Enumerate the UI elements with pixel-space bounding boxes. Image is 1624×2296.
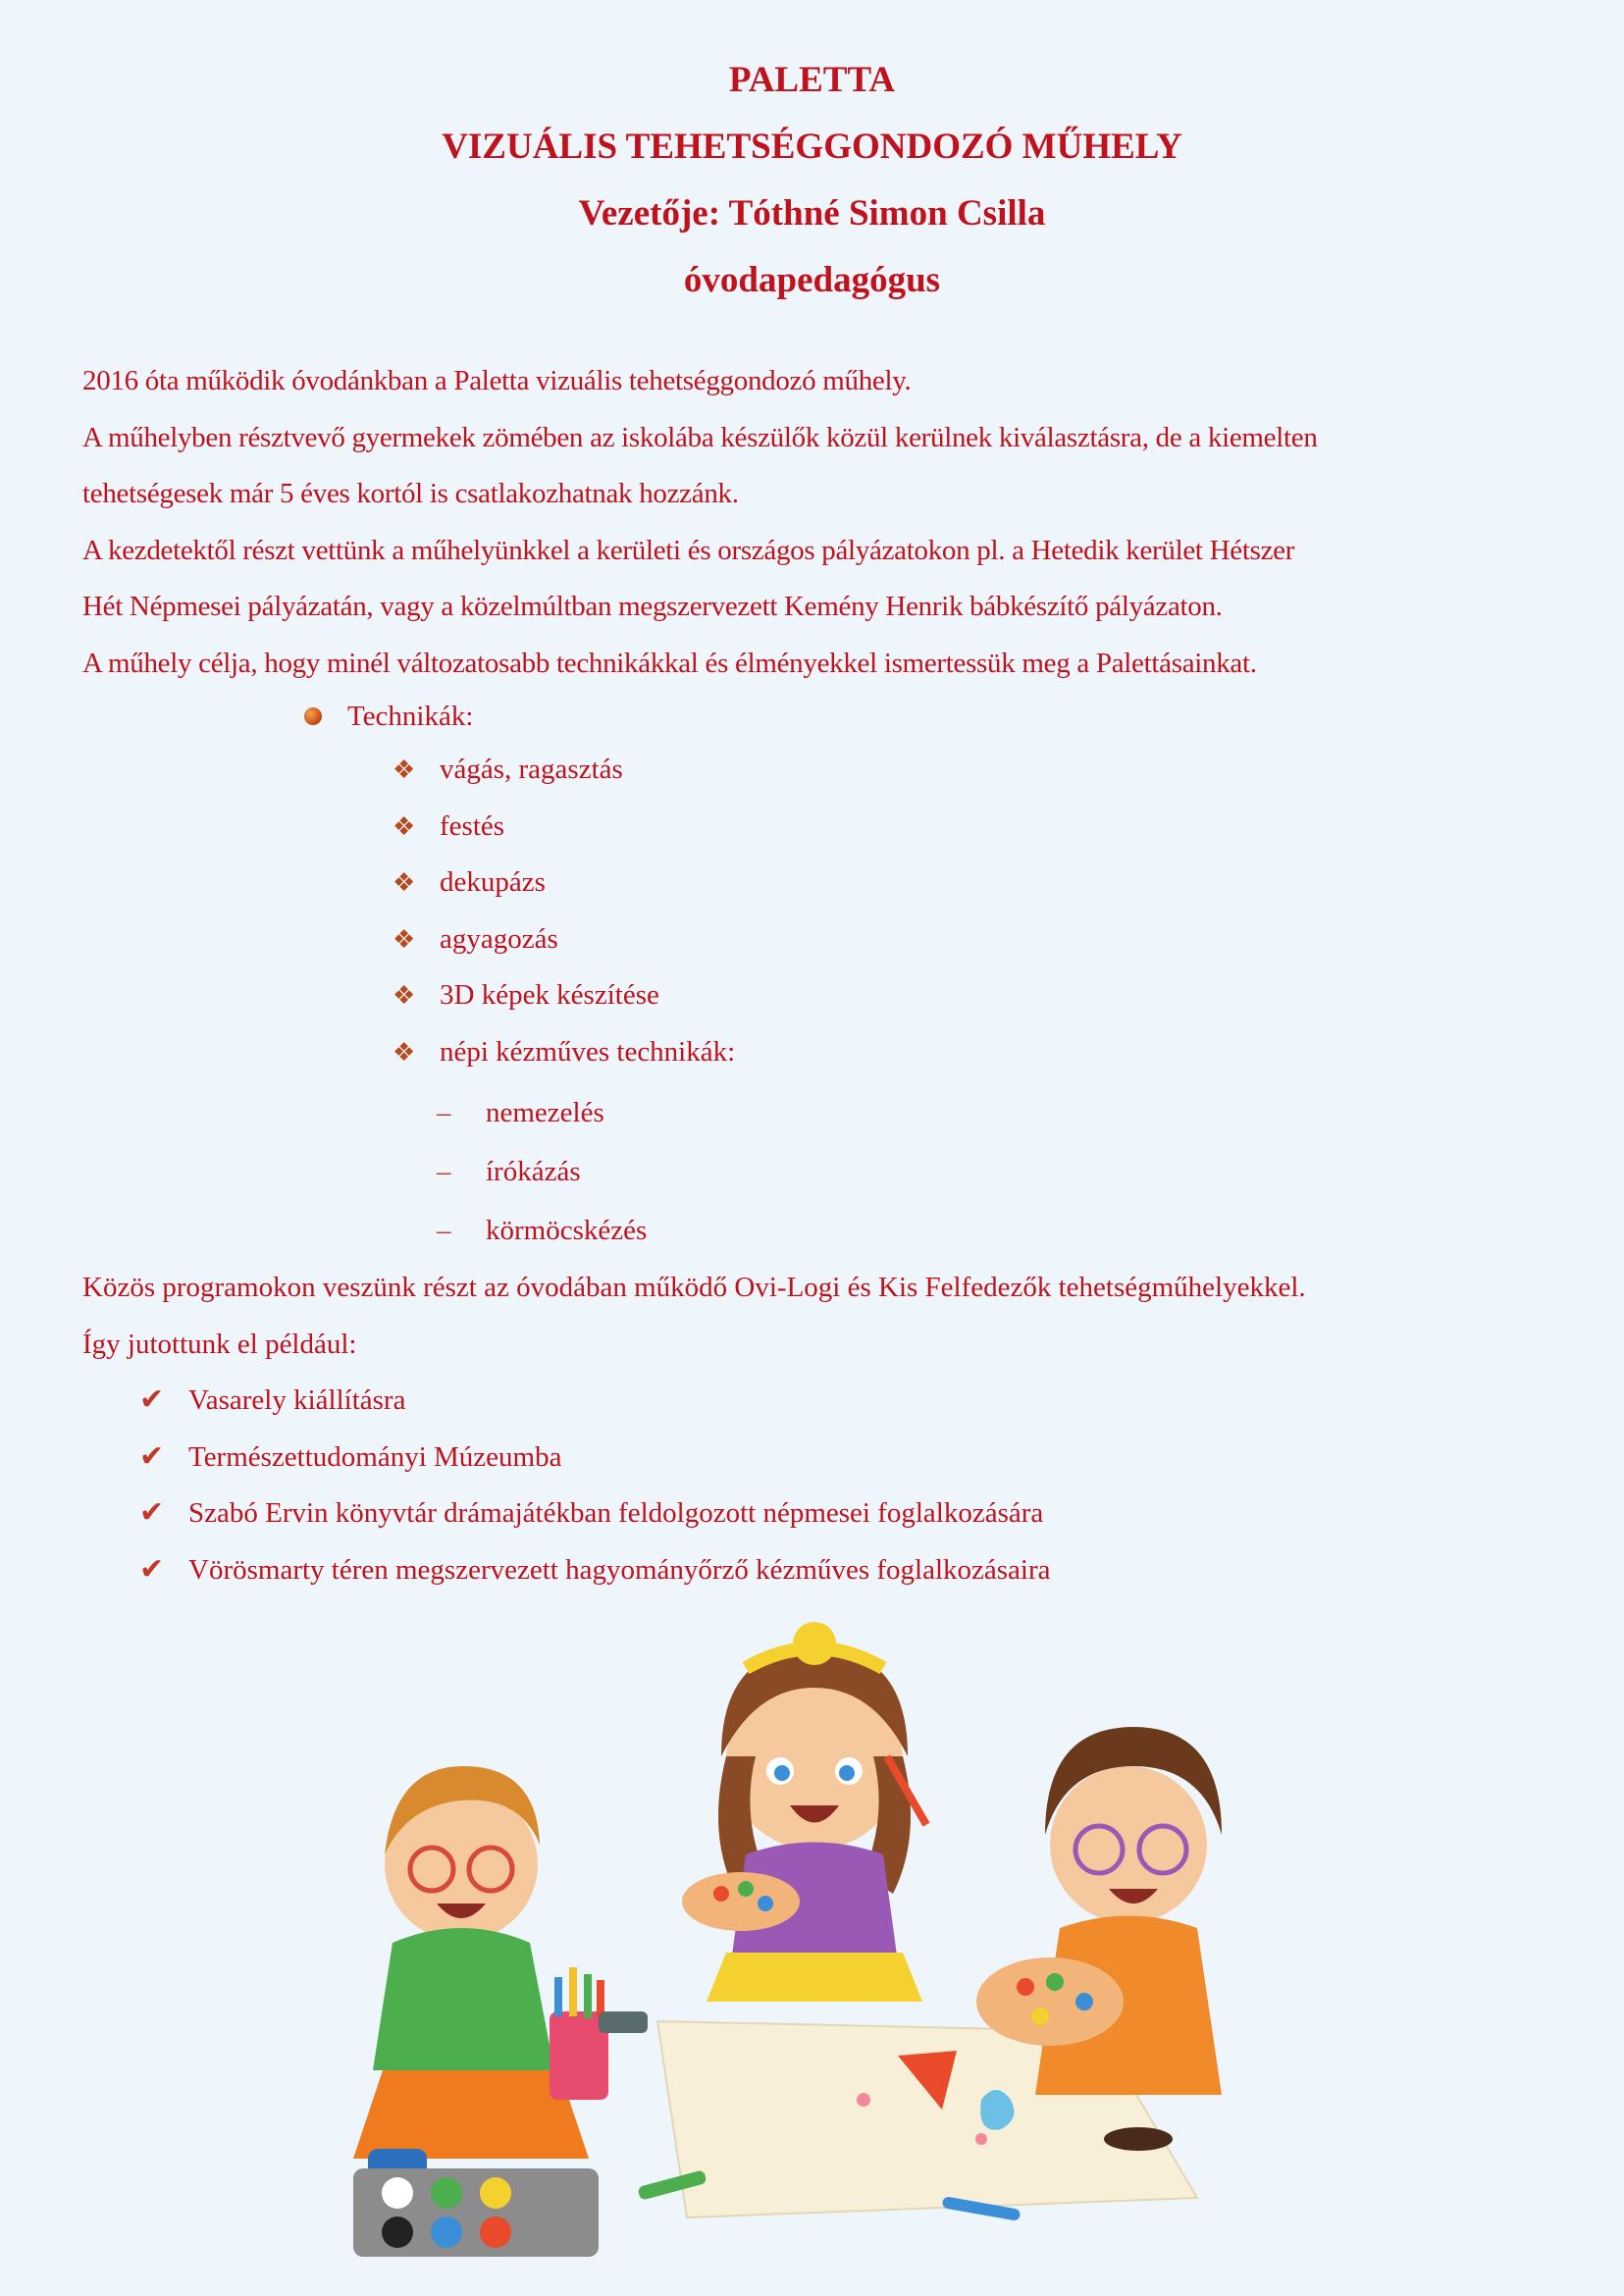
palette-icon	[682, 1872, 800, 1931]
paint-pan	[480, 2177, 511, 2209]
paint-puddle	[1104, 2127, 1173, 2151]
eye-pupil	[774, 1765, 790, 1781]
intro-paragraph: A műhely célja, hogy minél változatosabb technikákkal és élményekkel ismertessük meg a Palettásainkat.	[82, 647, 1257, 679]
visit-label: Szabó Ervin könyvtár drámajátékban feldolgozott népmesei foglalkozására	[188, 1497, 1044, 1529]
pencil-icon	[569, 1967, 577, 2016]
techniques-label: Technikák:	[347, 701, 474, 732]
pencil-icon	[554, 1977, 562, 2016]
list-item	[139, 1372, 1051, 1429]
diamond-bullet-icon: ❖	[393, 811, 416, 841]
folk-technique-label: nemezelés	[486, 1097, 604, 1128]
technique-label: dekupázs	[440, 866, 546, 898]
diamond-bullet-icon: ❖	[393, 868, 416, 897]
list-item	[437, 1201, 647, 1260]
girl-pants	[707, 1953, 922, 2002]
intro-paragraph: Hét Népmesei pályázatán, vagy a közelmúltban megszervezett Kemény Henrik bábkészítő pályázaton.	[82, 591, 1223, 622]
list-item	[393, 1024, 735, 1081]
intro-paragraph: tehetségesek már 5 éves kortól is csatlakozhatnak hozzánk.	[82, 478, 739, 509]
paint-dot	[758, 1896, 773, 1911]
pink-dot	[857, 2093, 870, 2107]
programs-paragraph: Így jutottunk el például:	[82, 1329, 357, 1360]
dash-icon: –	[437, 1097, 451, 1128]
pencil-icon	[584, 1974, 592, 2018]
visit-label: Vörösmarty téren megszervezett hagyományőrző kézműves foglalkozásaira	[188, 1553, 1051, 1586]
technique-label: népi kézműves technikák:	[440, 1035, 736, 1068]
paint-pan	[431, 2217, 462, 2248]
list-item	[393, 912, 735, 968]
bow-icon	[793, 1622, 836, 1665]
diamond-bullet-icon: ❖	[393, 924, 416, 954]
folk-techniques-list	[437, 1083, 647, 1260]
leader-line: Vezetője: Tóthné Simon Csilla	[578, 193, 1046, 234]
list-item	[437, 1083, 647, 1142]
paint-pan	[382, 2177, 413, 2209]
folk-technique-label: írókázás	[486, 1156, 581, 1187]
techniques-list	[393, 742, 735, 1080]
diamond-bullet-icon: ❖	[393, 981, 416, 1010]
eye-pupil	[839, 1765, 855, 1781]
dash-icon: –	[437, 1215, 451, 1246]
programs-text	[82, 1259, 1306, 1373]
diamond-bullet-icon: ❖	[393, 1037, 416, 1067]
list-item	[139, 1485, 1051, 1541]
diamond-bullet-icon: ❖	[393, 756, 416, 784]
paint-dot	[713, 1886, 729, 1902]
paint-dot	[1075, 1993, 1093, 2010]
list-item	[393, 967, 735, 1024]
checkmark-icon: ✔	[139, 1383, 165, 1416]
paint-dot	[1031, 2008, 1049, 2025]
checkmark-icon: ✔	[139, 1439, 165, 1473]
paint-pan	[480, 2217, 511, 2248]
page-title: PALETTA	[728, 60, 896, 100]
checkmark-icon: ✔	[139, 1496, 165, 1529]
role-line: óvodapedagógus	[683, 260, 941, 300]
visit-label: Természettudományi Múzeumba	[188, 1440, 562, 1473]
dash-icon: –	[437, 1156, 451, 1187]
list-item	[393, 742, 735, 799]
list-item	[393, 855, 735, 912]
techniques-heading	[304, 689, 473, 746]
technique-label: agyagozás	[440, 922, 558, 955]
intro-paragraph: A kezdetektől részt vettünk a műhelyünkkel a kerületi és országos pályázatokon pl. a Hetedik kerület Hétszer	[82, 534, 1295, 566]
list-item	[437, 1142, 647, 1201]
list-item	[139, 1429, 1051, 1486]
orange-ball-bullet-icon	[304, 707, 322, 725]
list-item	[393, 799, 735, 856]
paint-dot	[1017, 1978, 1034, 1996]
intro-text	[82, 353, 1554, 692]
page-subtitle: VIZUÁLIS TEHETSÉGGONDOZÓ MŰHELY	[442, 127, 1182, 167]
intro-paragraph: A műhelyben résztvevő gyermekek zömében az iskolába készülők közül kerülnek kiválasztásra, de a kiemelten	[82, 421, 1318, 453]
technique-label: festés	[440, 809, 505, 842]
visit-label: Vasarely kiállításra	[188, 1384, 406, 1416]
intro-paragraph: 2016 óta működik óvodánkban a Paletta vizuális tehetséggondozó műhely.	[82, 365, 912, 396]
header	[0, 47, 1624, 314]
visits-list	[139, 1372, 1051, 1597]
technique-label: vágás, ragasztás	[440, 754, 623, 785]
paint-tube-icon	[599, 2011, 648, 2033]
checkmark-icon: ✔	[139, 1552, 165, 1586]
palette-icon	[976, 1957, 1124, 2046]
paint-dot	[1046, 1973, 1064, 1991]
paint-pan	[431, 2177, 462, 2209]
paint-dot	[738, 1881, 754, 1897]
pink-dot	[975, 2133, 987, 2145]
boy-left-shirt	[373, 1928, 554, 2070]
technique-label: 3D képek készítése	[440, 979, 659, 1011]
folk-technique-label: körmöcskézés	[486, 1215, 648, 1246]
paint-pan	[382, 2217, 413, 2248]
programs-paragraph: Közös programokon veszünk részt az óvodában működő Ovi-Logi és Kis Felfedezők tehetségműhelyekkel.	[82, 1272, 1306, 1303]
children-painting-illustration	[353, 1590, 1315, 2276]
